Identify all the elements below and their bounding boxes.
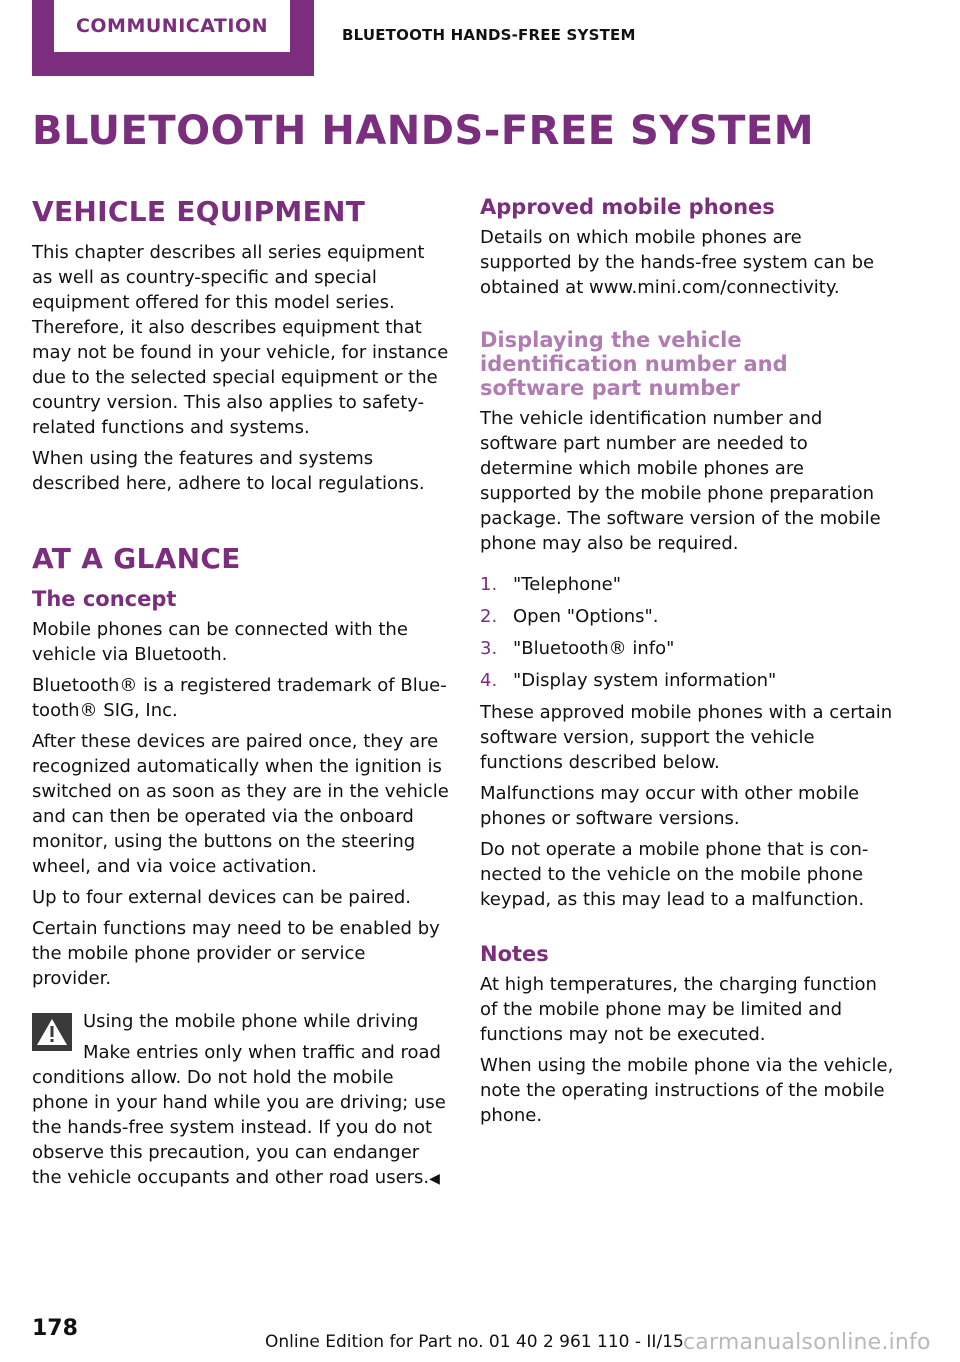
displaying-vin-heading: Displaying the vehicle identification number and software part number bbox=[480, 328, 788, 400]
list-item bbox=[480, 572, 898, 597]
steps-list bbox=[480, 572, 898, 693]
chapter-tab-label: COMMUNICATION bbox=[54, 0, 290, 52]
warning-body-text: Make entries only when traffic and road conditions allow. Do not hold the mobile phone in your hand while you are driving; use the hands-free system instead. If you do not observe this precaution, you can endanger the vehicle occupants and other road users. bbox=[32, 1042, 446, 1188]
notes-paragraph-2: When using the mobile phone via the vehicle, note the operating instructions of the mobile phone. bbox=[480, 1055, 894, 1126]
concept-paragraph-4: Up to four external devices can be paired. bbox=[32, 887, 411, 908]
concept-paragraph-2: Bluetooth® is a registered trademark of Bluetooth® SIG, Inc. bbox=[32, 675, 447, 721]
at-a-glance-heading: AT A GLANCE bbox=[32, 542, 241, 575]
end-mark-icon: ◀ bbox=[429, 1171, 440, 1187]
page-title: BLUETOOTH HANDS-FREE SYSTEM bbox=[32, 108, 815, 154]
displaying-vin-paragraph-1: The vehicle identification number and software part number are needed to determine which mobile phones are supported by the mobile phone preparation package. The software version of the mobile phone may also be required. bbox=[480, 408, 881, 554]
notes-heading: Notes bbox=[480, 942, 549, 966]
warning-title: Using the mobile phone while driving bbox=[83, 1011, 419, 1032]
list-item bbox=[480, 668, 898, 693]
notes-paragraph-1: At high temperatures, the charging function of the mobile phone may be limited and functions may not be executed. bbox=[480, 974, 877, 1045]
concept-paragraph-3: After these devices are paired once, they are recognized automatically when the ignition is switched on as soon as they are in the vehicle and can then be operated via the onboard monitor, using the buttons on the steering wheel, and via voice activation. bbox=[32, 731, 449, 877]
list-item bbox=[480, 604, 898, 629]
step-number: 2. bbox=[480, 606, 498, 627]
step-number: 1. bbox=[480, 574, 498, 595]
warning-box bbox=[32, 1009, 450, 1192]
vehicle-equipment-paragraph-2: When using the features and systems described here, adhere to local regulations. bbox=[32, 448, 425, 494]
step-text: Open "Options". bbox=[513, 606, 659, 627]
displaying-vin-paragraph-2: These approved mobile phones with a certain software version, support the vehicle functions described below. bbox=[480, 702, 893, 773]
list-item bbox=[480, 636, 898, 661]
vehicle-equipment-paragraph-1: This chapter describes all series equipment as well as country-specific and special equipment offered for this model series. Therefore, it also describes equipment that may not be found in your vehicle, for instance due to the selected special equipment or the country version. This also applies to safety-related functions and systems. bbox=[32, 242, 449, 438]
concept-heading: The concept bbox=[32, 587, 177, 611]
chapter-tab bbox=[32, 0, 314, 76]
right-column bbox=[480, 195, 898, 1134]
left-column bbox=[32, 195, 450, 1192]
step-number: 4. bbox=[480, 670, 498, 691]
warning-triangle-icon bbox=[32, 1013, 72, 1051]
displaying-vin-paragraph-3: Malfunctions may occur with other mobile phones or software versions. bbox=[480, 783, 860, 829]
page-number: 178 bbox=[32, 1316, 78, 1341]
approved-phones-paragraph: Details on which mobile phones are supported by the hands-free system can be obtained at www.mini.com/connectivity. bbox=[480, 227, 875, 298]
warning-body bbox=[32, 1040, 450, 1192]
concept-paragraph-5: Certain functions may need to be enabled by the mobile phone provider or service provider. bbox=[32, 918, 440, 989]
watermark: carmanualsonline.info bbox=[683, 1330, 931, 1355]
step-text: "Bluetooth® info" bbox=[513, 638, 675, 659]
section-header: BLUETOOTH HANDS-FREE SYSTEM bbox=[342, 26, 636, 44]
displaying-vin-paragraph-4: Do not operate a mobile phone that is connected to the vehicle on the mobile phone keypad, as this may lead to a malfunction. bbox=[480, 839, 869, 910]
step-text: "Telephone" bbox=[513, 574, 621, 595]
edition-footer: Online Edition for Part no. 01 40 2 961 110 - II/15 bbox=[265, 1332, 684, 1352]
concept-paragraph-1: Mobile phones can be connected with the vehicle via Bluetooth. bbox=[32, 619, 408, 665]
approved-phones-heading: Approved mobile phones bbox=[480, 195, 775, 219]
vehicle-equipment-heading: VEHICLE EQUIPMENT bbox=[32, 195, 366, 228]
step-number: 3. bbox=[480, 638, 498, 659]
step-text: "Display system information" bbox=[513, 670, 777, 691]
